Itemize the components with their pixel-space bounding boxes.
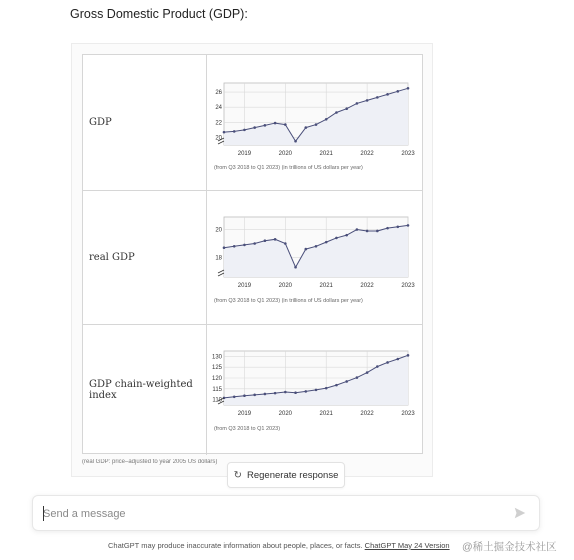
data-point bbox=[284, 242, 287, 245]
y-tick-label: 130 bbox=[211, 354, 222, 361]
regenerate-label: Regenerate response bbox=[247, 469, 339, 481]
send-icon[interactable] bbox=[513, 506, 527, 520]
data-point bbox=[345, 380, 348, 383]
data-point bbox=[264, 239, 267, 242]
x-tick-label: 2022 bbox=[360, 283, 374, 289]
disclaimer bbox=[108, 541, 450, 550]
data-point bbox=[407, 224, 410, 227]
refresh-icon: ↻ bbox=[233, 469, 242, 481]
x-tick-label: 2020 bbox=[278, 283, 293, 289]
y-tick-label: 125 bbox=[211, 365, 222, 372]
data-point bbox=[243, 394, 246, 397]
x-tick-label: 2019 bbox=[237, 411, 252, 417]
x-tick-label: 2020 bbox=[278, 411, 293, 417]
chart-caption: (from Q3 2018 to Q1 2023) bbox=[214, 426, 281, 432]
data-point bbox=[325, 118, 328, 121]
data-point bbox=[325, 387, 328, 390]
row-label-chain-index: GDP chain-weighted index bbox=[83, 325, 207, 455]
data-point bbox=[315, 123, 318, 126]
result-table bbox=[82, 54, 423, 454]
y-tick-label: 26 bbox=[215, 90, 222, 97]
data-point bbox=[233, 130, 236, 133]
data-point bbox=[366, 230, 369, 233]
table-row-gdp bbox=[83, 55, 422, 191]
data-point bbox=[253, 242, 256, 245]
data-point bbox=[284, 391, 287, 394]
data-point bbox=[304, 248, 307, 251]
data-point bbox=[376, 230, 379, 233]
data-point bbox=[284, 123, 287, 126]
x-tick-label: 2023 bbox=[401, 411, 415, 417]
gdp-chart bbox=[208, 55, 422, 190]
real-gdp-chart-svg bbox=[208, 191, 422, 325]
data-point bbox=[274, 238, 277, 241]
data-point bbox=[396, 90, 399, 93]
data-point bbox=[223, 246, 226, 249]
data-point bbox=[396, 358, 399, 361]
data-point bbox=[243, 129, 246, 132]
data-point bbox=[264, 124, 267, 127]
y-tick-label: 24 bbox=[215, 105, 222, 112]
x-tick-label: 2020 bbox=[278, 151, 293, 157]
wolfram-result-card bbox=[71, 43, 433, 477]
regenerate-response-button[interactable] bbox=[227, 462, 345, 488]
x-tick-label: 2021 bbox=[319, 283, 333, 289]
disclaimer-text: ChatGPT may produce inaccurate information about people, places, or facts. bbox=[108, 541, 365, 550]
y-tick-label: 115 bbox=[212, 386, 222, 393]
data-point bbox=[274, 392, 277, 395]
data-point bbox=[264, 393, 267, 396]
x-tick-label: 2019 bbox=[237, 283, 252, 289]
data-point bbox=[304, 390, 307, 393]
data-point bbox=[407, 87, 410, 90]
x-tick-label: 2022 bbox=[360, 151, 374, 157]
data-point bbox=[315, 245, 318, 248]
watermark: @稀土掘金技术社区 bbox=[462, 541, 557, 553]
data-point bbox=[233, 245, 236, 248]
data-point bbox=[315, 389, 318, 392]
data-point bbox=[376, 365, 379, 368]
data-point bbox=[253, 394, 256, 397]
gdp-chart-svg bbox=[208, 55, 422, 191]
data-point bbox=[386, 93, 389, 96]
y-tick-label: 18 bbox=[215, 255, 222, 262]
x-tick-label: 2021 bbox=[319, 411, 333, 417]
table-footnote: (real GDP: price–adjusted to year 2005 US dollars) bbox=[82, 459, 218, 465]
data-point bbox=[325, 241, 328, 244]
row-label-real-gdp: real GDP bbox=[83, 191, 207, 324]
data-point bbox=[274, 122, 277, 125]
y-tick-label: 22 bbox=[215, 120, 222, 127]
data-point bbox=[304, 126, 307, 129]
x-tick-label: 2022 bbox=[360, 411, 374, 417]
chart-caption: (from Q3 2018 to Q1 2023) (in trillions of US dollars per year) bbox=[214, 298, 363, 304]
message-input[interactable] bbox=[43, 505, 483, 523]
text-caret bbox=[43, 506, 44, 521]
x-tick-label: 2019 bbox=[237, 151, 252, 157]
data-point bbox=[223, 131, 226, 134]
x-tick-label: 2023 bbox=[401, 283, 415, 289]
table-row-chain-index bbox=[83, 325, 422, 455]
row-label-gdp: GDP bbox=[83, 55, 207, 190]
data-point bbox=[356, 376, 359, 379]
data-point bbox=[345, 234, 348, 237]
data-point bbox=[366, 99, 369, 102]
chain-index-chart bbox=[208, 325, 422, 455]
data-point bbox=[335, 111, 338, 114]
x-tick-label: 2023 bbox=[401, 151, 415, 157]
chart-caption: (from Q3 2018 to Q1 2023) (in trillions of US dollars per year) bbox=[214, 165, 363, 171]
response-heading: Gross Domestic Product (GDP): bbox=[70, 7, 248, 21]
data-point bbox=[294, 140, 297, 143]
data-point bbox=[386, 227, 389, 230]
axis-break-mark bbox=[218, 270, 224, 276]
data-point bbox=[366, 371, 369, 374]
data-point bbox=[294, 266, 297, 269]
data-point bbox=[356, 228, 359, 231]
data-point bbox=[396, 225, 399, 228]
x-tick-label: 2021 bbox=[319, 151, 333, 157]
data-point bbox=[386, 361, 389, 364]
y-tick-label: 20 bbox=[215, 227, 222, 234]
data-point bbox=[376, 96, 379, 99]
data-point bbox=[407, 354, 410, 357]
data-point bbox=[294, 391, 297, 394]
data-point bbox=[345, 107, 348, 110]
data-point bbox=[356, 102, 359, 105]
data-point bbox=[335, 384, 338, 387]
real-gdp-chart bbox=[208, 191, 422, 324]
chain-index-chart-svg bbox=[208, 325, 422, 455]
data-point bbox=[243, 244, 246, 247]
version-link[interactable]: ChatGPT May 24 Version bbox=[364, 541, 450, 550]
y-tick-label: 120 bbox=[211, 376, 222, 382]
y-tick-label: 110 bbox=[212, 397, 222, 404]
table-row-real-gdp bbox=[83, 191, 422, 325]
message-composer bbox=[32, 495, 540, 531]
y-tick-label: 20 bbox=[215, 135, 222, 142]
data-point bbox=[335, 237, 338, 240]
data-point bbox=[253, 126, 256, 129]
data-point bbox=[233, 395, 236, 398]
